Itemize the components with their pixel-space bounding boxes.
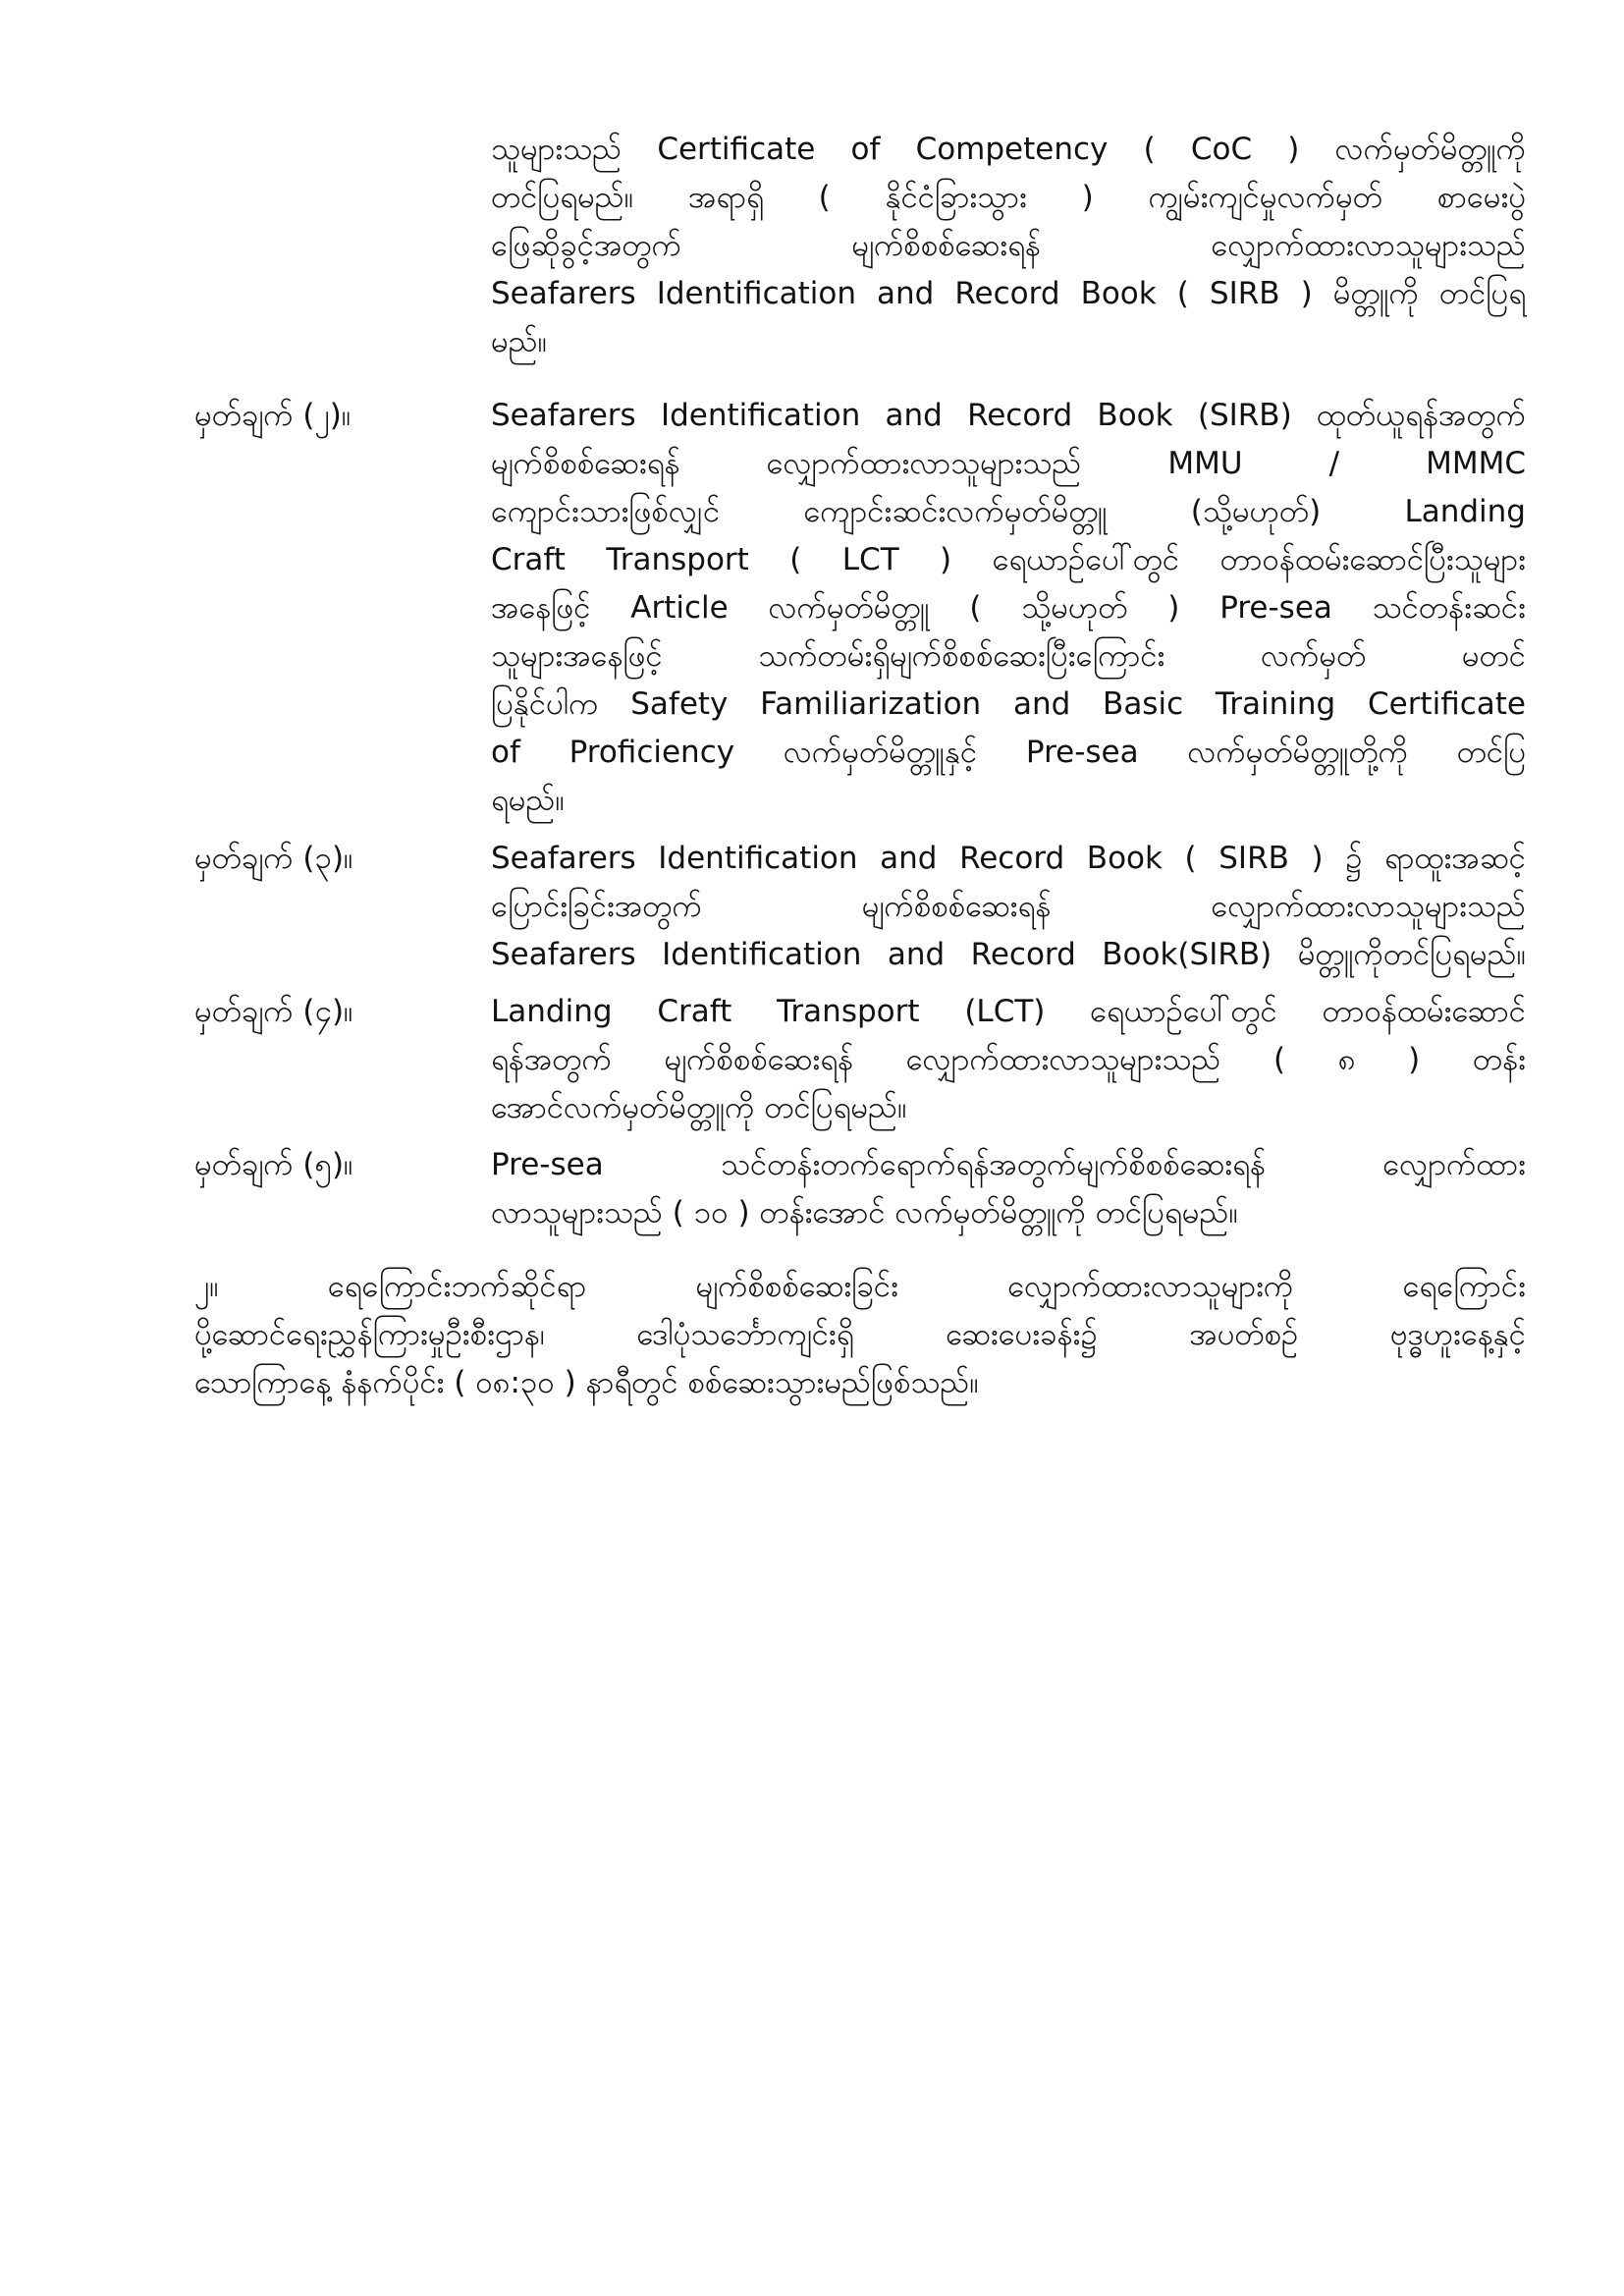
intro-line: တင်ပြရမည်။ အရာရှိ ( နိုင်ငံခြားသွား ) ကျွမ်းကျင်မှုလက်မှတ် စာမေးပွဲ	[491, 180, 1526, 215]
note-line: ပြောင်းခြင်းအတွက် မျက်စိစစ်ဆေးရန် လျှောက်ထားလာသူများသည်	[491, 889, 1526, 924]
note-line: Seafarers Identification and Record Book (SIRB) ထုတ်ယူရန်အတွက်	[491, 398, 1526, 433]
note-line: Seafarers Identification and Record Book(SIRB) မိတ္တူကိုတင်ပြရမည်။	[491, 937, 1526, 972]
intro-line: မည်။	[491, 324, 548, 359]
note-line: အောင်လက်မှတ်မိတ္တူကို တင်ပြရမည်။	[491, 1090, 907, 1125]
note-label: မှတ်ချက် (၃)။	[194, 841, 353, 876]
note-line: မျက်စိစစ်ဆေးရန် လျှောက်ထားလာသူများသည် MMU / MMMC	[491, 446, 1526, 481]
intro-line: သူများသည် Certificate of Competency ( CoC ) လက်မှတ်မိတ္တူကို	[491, 132, 1526, 167]
note-line: လာသူများသည် ( ၁၀ ) တန်းအောင် လက်မှတ်မိတ္တူကို တင်ပြရမည်။	[491, 1195, 1238, 1230]
note-line: Pre-sea သင်တန်းတက်ရောက်ရန်အတွက်မျက်စိစစ်ဆေးရန် လျှောက်ထား	[491, 1147, 1526, 1182]
note-label: မှတ်ချက် (၅)။	[194, 1147, 353, 1182]
note-line: ရမည်။	[491, 783, 565, 818]
paragraph-line: ပို့ဆောင်ရေးညွှန်ကြားမှုဦးစီးဌာန၊ ဒေါပုံသင်္ဘောကျင်းရှိ ဆေးပေးခန်း၌ အပတ်စဉ် ဗုဒ္ဓဟူးနေ့နှင့်	[194, 1317, 1526, 1352]
note-line: ပြနိုင်ပါက Safety Familiarization and Basic Training Certificate	[491, 686, 1526, 722]
note-line: ရန်အတွက် မျက်စိစစ်ဆေးရန် လျှောက်ထားလာသူများသည် ( ၈ ) တန်း	[491, 1042, 1526, 1077]
note-line: သူများအနေဖြင့် သက်တမ်းရှိမျက်စိစစ်ဆေးပြီးကြောင်း လက်မှတ် မတင်	[491, 638, 1526, 674]
paragraph-line: သောကြာနေ့ နံနက်ပိုင်း ( ၀၈:၃၀ ) နာရီတွင် စစ်ဆေးသွားမည်ဖြစ်သည်။	[194, 1365, 979, 1400]
intro-line: Seafarers Identification and Record Book ( SIRB ) မိတ္တူကို တင်ပြရ	[491, 276, 1526, 311]
note-label: မှတ်ချက် (၂)။	[194, 398, 352, 433]
note-line: အနေဖြင့် Article လက်မှတ်မိတ္တူ ( သို့မဟုတ် ) Pre-sea သင်တန်းဆင်း	[491, 590, 1526, 626]
intro-line: ဖြေဆိုခွင့်အတွက် မျက်စိစစ်ဆေးရန် လျှောက်ထားလာသူများသည်	[491, 228, 1526, 263]
note-label: မှတ်ချက် (၄)။	[194, 994, 353, 1029]
note-line: Craft Transport ( LCT ) ရေယာဉ်ပေါ်တွင် တာဝန်ထမ်းဆောင်ပြီးသူများ	[491, 542, 1526, 577]
paragraph-line: ၂။ ရေကြောင်းဘက်ဆိုင်ရာ မျက်စိစစ်ဆေးခြင်း လျှောက်ထားလာသူများကို ရေကြောင်း	[194, 1269, 1526, 1304]
note-line: of Proficiency လက်မှတ်မိတ္တူနှင့် Pre-sea လက်မှတ်မိတ္တူတို့ကို တင်ပြ	[491, 735, 1526, 770]
note-line: Landing Craft Transport (LCT) ရေယာဉ်ပေါ်တွင် တာဝန်ထမ်းဆောင်	[491, 994, 1526, 1029]
note-line: Seafarers Identification and Record Book ( SIRB ) ၌ ရာထူးအဆင့်	[491, 841, 1526, 876]
note-line: ကျောင်းသားဖြစ်လျှင် ကျောင်းဆင်းလက်မှတ်မိတ္တူ (သို့မဟုတ်) Landing	[491, 494, 1526, 529]
